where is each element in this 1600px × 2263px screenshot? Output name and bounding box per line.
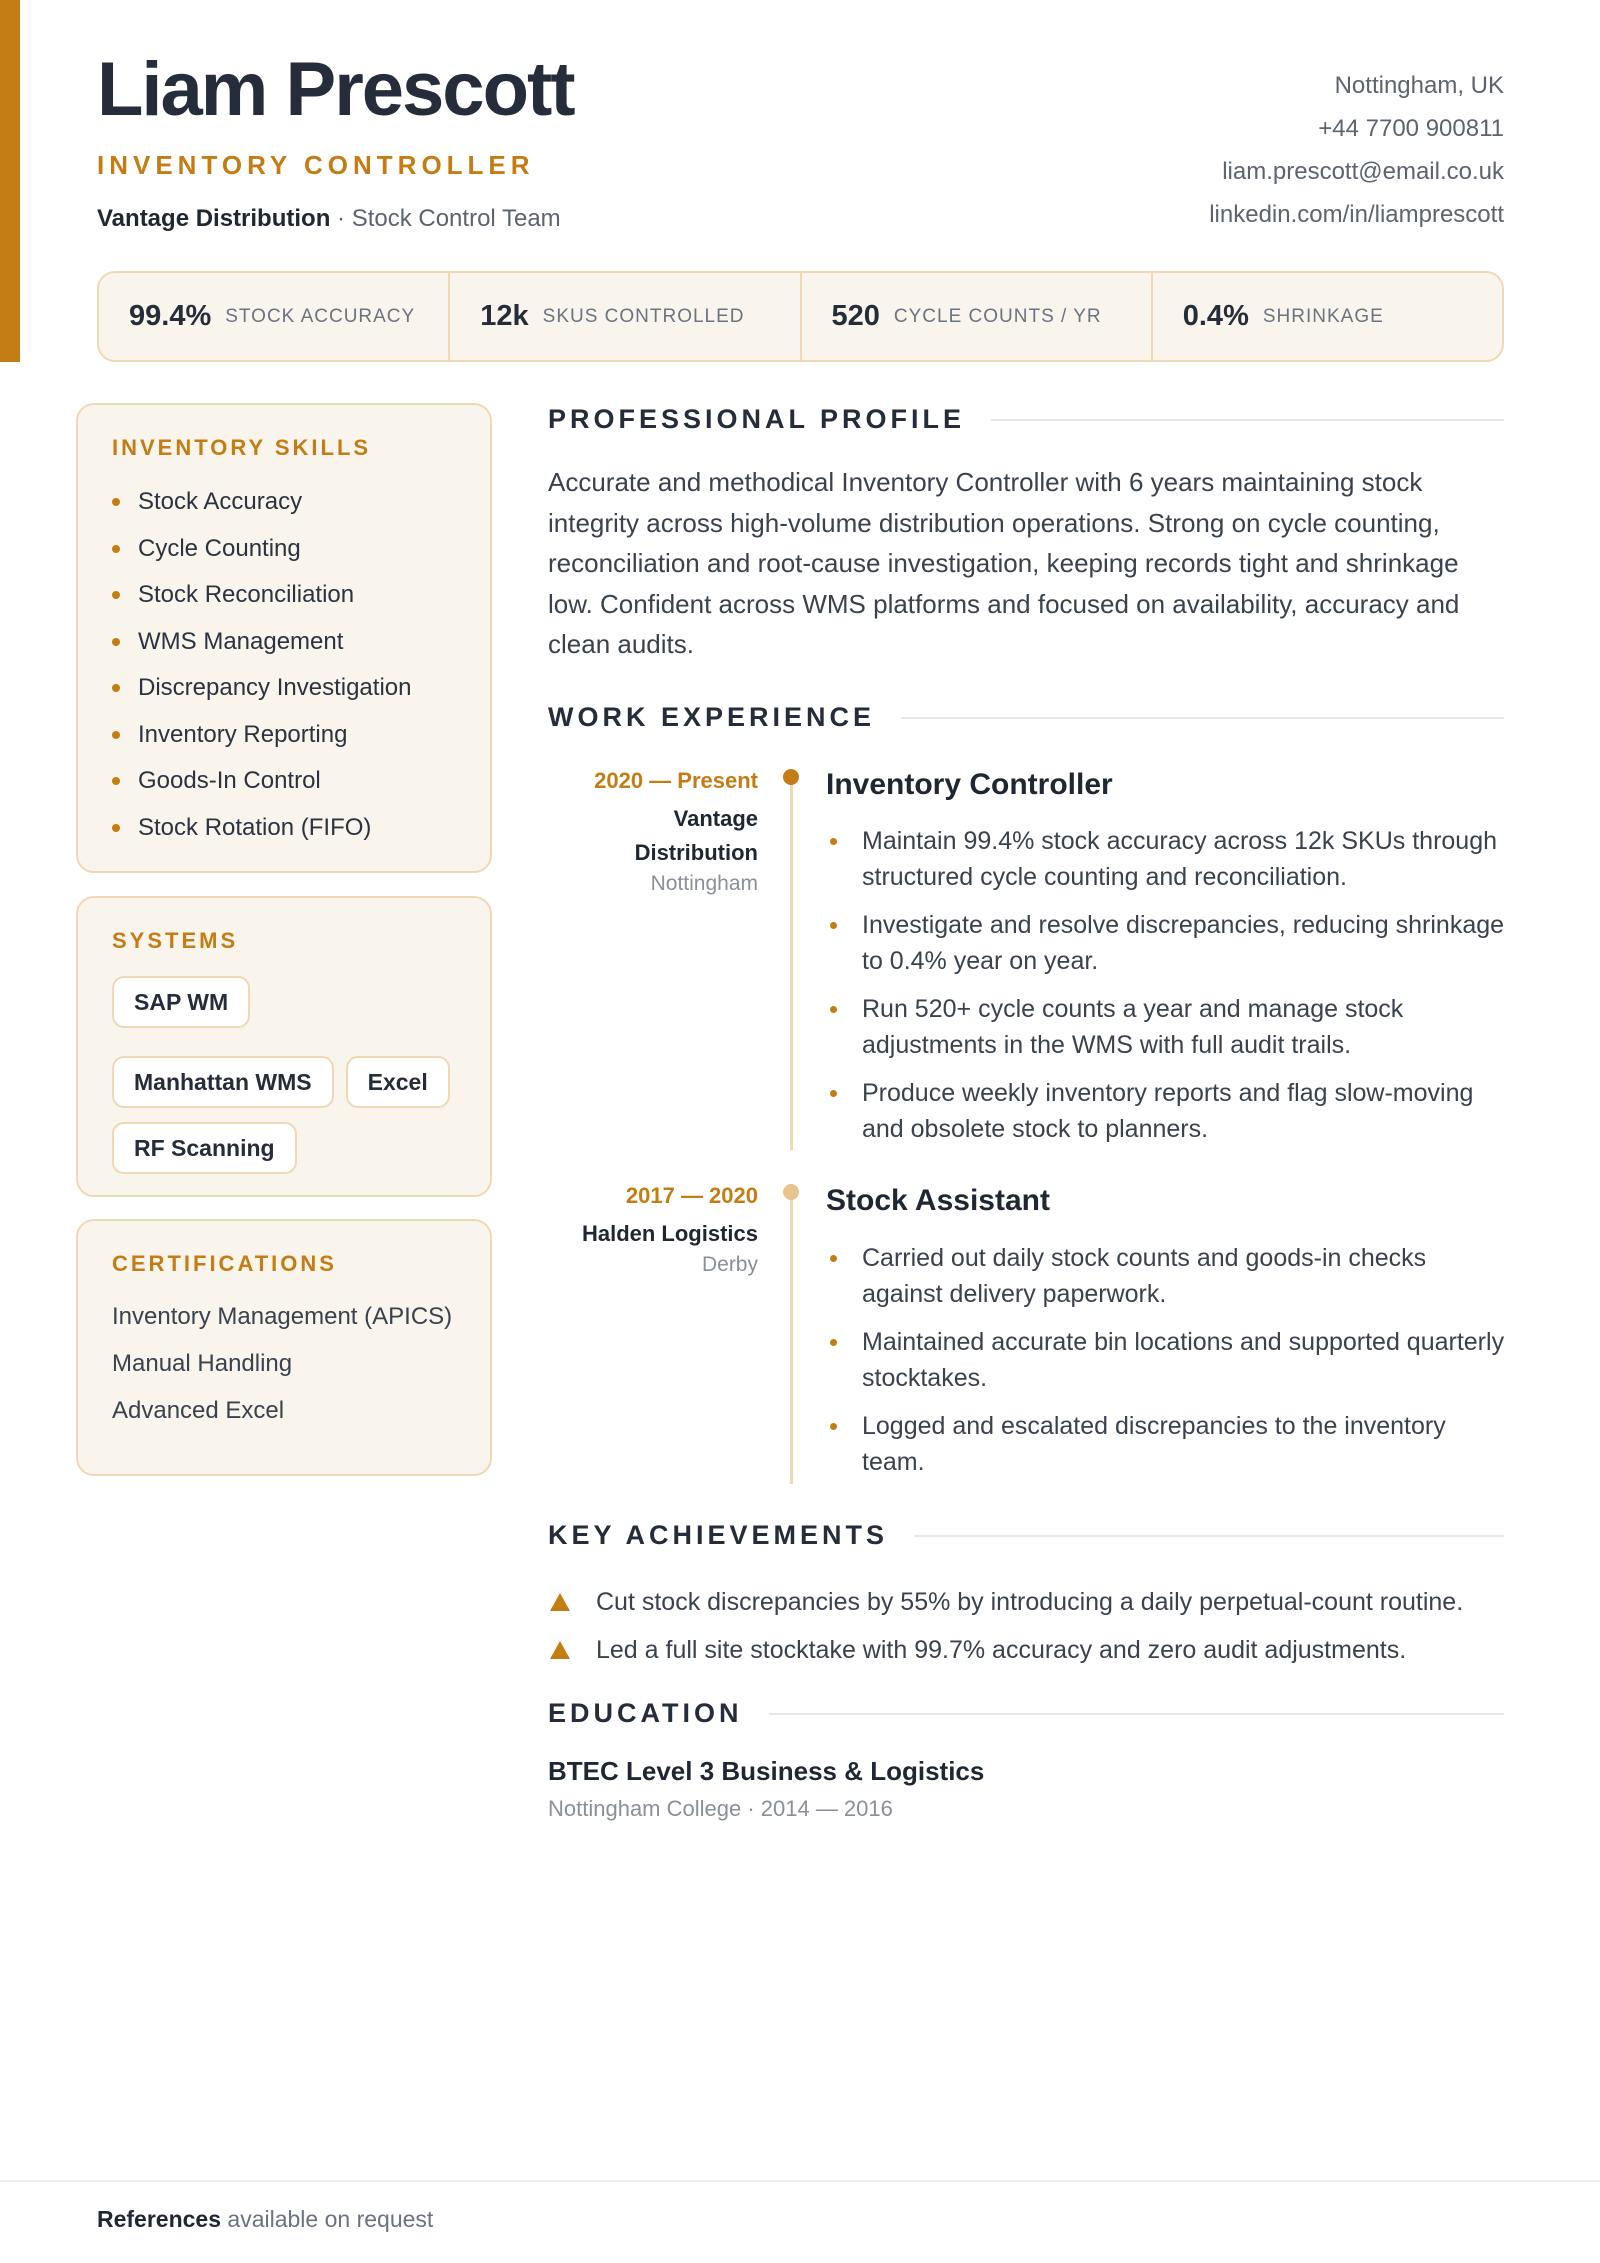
contact-linkedin[interactable]: linkedin.com/in/liamprescott	[1209, 201, 1504, 228]
footer-divider	[0, 2180, 1600, 2182]
list-item: Advanced Excel	[112, 1396, 285, 1424]
list-item: Inventory Management (APICS)	[112, 1302, 453, 1330]
bullet-dot-icon	[830, 1255, 837, 1262]
job-company: Halden Logistics	[581, 1221, 758, 1246]
skill-label: WMS Management	[138, 627, 344, 655]
bullet-dot-icon	[112, 638, 120, 646]
timeline-line	[790, 1192, 793, 1484]
list-item	[112, 712, 456, 759]
list-item	[112, 526, 456, 573]
systems-chips	[112, 976, 452, 1174]
list-item	[112, 758, 456, 805]
bullet-dot-icon	[112, 498, 120, 506]
list-item	[112, 572, 456, 619]
bullet-dot-icon	[112, 731, 120, 739]
divider	[991, 419, 1504, 421]
list-item	[826, 823, 1506, 895]
list-item	[826, 1240, 1506, 1312]
bullet-text: Produce weekly inventory reports and flag slow-moving and obsolete stock to planners.	[862, 1079, 1474, 1143]
stat-value: 12k	[480, 300, 529, 332]
footer-text: available on request	[221, 2206, 434, 2232]
list-item: Manual Handling	[112, 1349, 293, 1377]
bullet-dot-icon	[830, 1006, 837, 1013]
section-title: PROFESSIONAL PROFILE	[548, 404, 966, 434]
stat-cycle-counts	[802, 273, 1153, 360]
bullet-text: Maintained accurate bin locations and supported quarterly stocktakes.	[862, 1328, 1505, 1392]
list-item	[112, 479, 456, 526]
divider	[914, 1535, 1504, 1537]
contact-phone: +44 7700 900811	[1318, 115, 1504, 142]
job-title: Stock Assistant	[826, 1184, 1050, 1217]
education-details: Nottingham College · 2014 — 2016	[548, 1796, 893, 1821]
skill-label: Stock Reconciliation	[138, 581, 355, 609]
profile-heading	[548, 404, 1504, 435]
achievements-heading	[548, 1520, 1504, 1551]
bullet-dot-icon	[830, 1339, 837, 1346]
job-meta	[520, 1183, 758, 1277]
certifications-title: CERTIFICATIONS	[112, 1251, 337, 1276]
achievement-text: Cut stock discrepancies by 55% by introducing a daily perpetual-count routine.	[596, 1587, 1464, 1616]
job-bullets	[826, 1240, 1506, 1492]
list-item	[112, 619, 456, 666]
profile-text: Accurate and methodical Inventory Controller with 6 years maintaining stock integrity across high-volume distribution operations. Strong on cycle counting, reconciliation and root-cause investigation, keeping records tight and shrinkage low. Confident across WMS platforms and focused on availability, accuracy and clean audits.	[548, 467, 1460, 659]
job-title: Inventory Controller	[826, 768, 1113, 801]
bullet-dot-icon	[112, 777, 120, 785]
job-role: INVENTORY CONTROLLER	[97, 150, 535, 180]
bullet-dot-icon	[112, 684, 120, 692]
experience-heading	[548, 702, 1504, 733]
accent-bar	[0, 0, 20, 362]
system-chip: RF Scanning	[112, 1122, 297, 1174]
current-company-line	[97, 205, 561, 233]
current-company: Vantage Distribution	[97, 205, 331, 232]
skills-card	[76, 403, 492, 873]
list-item	[826, 907, 1506, 979]
team-name: Stock Control Team	[351, 205, 561, 232]
stat-stock-accuracy	[99, 273, 450, 360]
bullet-dot-icon	[830, 838, 837, 845]
candidate-name: Liam Prescott	[97, 47, 574, 132]
job-meta	[520, 768, 758, 896]
bullet-text: Maintain 99.4% stock accuracy across 12k SKUs through structured cycle counting and reconciliation.	[862, 827, 1498, 891]
section-title: EDUCATION	[548, 1698, 743, 1728]
system-chip: Excel	[346, 1056, 450, 1108]
systems-card	[76, 896, 492, 1197]
job-bullets	[826, 823, 1506, 1159]
skill-label: Discrepancy Investigation	[138, 674, 412, 702]
triangle-bullet-icon	[550, 1641, 570, 1659]
bullet-dot-icon	[112, 824, 120, 832]
section-title: WORK EXPERIENCE	[548, 702, 876, 732]
stat-label: SKUS CONTROLLED	[542, 305, 745, 327]
job-dates: 2017 — 2020	[625, 1183, 758, 1208]
triangle-bullet-icon	[550, 1593, 570, 1611]
list-item	[826, 1408, 1506, 1480]
section-title: KEY ACHIEVEMENTS	[548, 1520, 889, 1550]
achievement-text: Led a full site stocktake with 99.7% accuracy and zero audit adjustments.	[596, 1635, 1407, 1664]
divider	[901, 717, 1504, 719]
job-company: Vantage	[673, 806, 758, 831]
skill-label: Stock Accuracy	[138, 488, 303, 516]
job-location: Nottingham	[650, 872, 758, 895]
skills-title: INVENTORY SKILLS	[112, 435, 372, 460]
list-item	[826, 1075, 1506, 1147]
stat-label: STOCK ACCURACY	[225, 305, 416, 327]
bullet-text: Carried out daily stock counts and goods-in checks against delivery paperwork.	[862, 1244, 1427, 1308]
bullet-dot-icon	[830, 1090, 837, 1097]
footer-bold: References	[97, 2206, 222, 2232]
bullet-text: Logged and escalated discrepancies to the inventory team.	[862, 1412, 1446, 1476]
bullet-dot-icon	[112, 545, 120, 553]
skill-label: Stock Rotation (FIFO)	[138, 813, 372, 841]
system-chip: Manhattan WMS	[112, 1056, 334, 1108]
stat-skus	[450, 273, 801, 360]
achievements-list	[548, 1578, 1508, 1674]
job-company: Distribution	[634, 840, 758, 865]
stat-shrinkage	[1153, 273, 1502, 360]
stat-value: 99.4%	[129, 300, 212, 332]
contact-location: Nottingham, UK	[1334, 72, 1504, 99]
timeline-dot-icon	[783, 769, 799, 785]
list-item	[548, 1626, 1508, 1674]
stat-label: CYCLE COUNTS / YR	[893, 305, 1102, 327]
list-item	[548, 1578, 1508, 1626]
bullet-dot-icon	[830, 922, 837, 929]
divider	[769, 1713, 1505, 1715]
bullet-dot-icon	[112, 591, 120, 599]
skills-list	[112, 479, 456, 851]
systems-title: SYSTEMS	[112, 928, 239, 953]
skill-label: Goods-In Control	[138, 767, 321, 795]
skill-label: Cycle Counting	[138, 534, 301, 562]
system-chip: SAP WM	[112, 976, 250, 1028]
education-degree: BTEC Level 3 Business & Logistics	[548, 1756, 985, 1786]
separator: ·	[330, 205, 352, 232]
list-item	[826, 991, 1506, 1063]
stat-value: 520	[831, 300, 880, 332]
contact-email[interactable]: liam.prescott@email.co.uk	[1222, 158, 1504, 185]
list-item	[112, 665, 456, 712]
skill-label: Inventory Reporting	[138, 720, 348, 748]
education-heading	[548, 1698, 1504, 1729]
timeline-dot-icon	[783, 1184, 799, 1200]
contact-block	[1209, 64, 1504, 236]
list-item	[826, 1324, 1506, 1396]
stats-bar	[97, 271, 1504, 362]
footer	[97, 2206, 433, 2233]
stat-value: 0.4%	[1182, 300, 1249, 332]
bullet-text: Run 520+ cycle counts a year and manage stock adjustments in the WMS with full audit trails.	[862, 995, 1404, 1059]
list-item	[112, 805, 456, 852]
job-location: Derby	[701, 1253, 758, 1276]
bullet-dot-icon	[830, 1423, 837, 1430]
timeline-line	[790, 777, 793, 1150]
stat-label: SHRINKAGE	[1262, 305, 1384, 327]
certifications-card	[76, 1219, 492, 1476]
job-dates: 2020 — Present	[594, 768, 758, 793]
certifications-list	[112, 1293, 456, 1434]
bullet-text: Investigate and resolve discrepancies, reducing shrinkage to 0.4% year on year.	[862, 911, 1505, 975]
